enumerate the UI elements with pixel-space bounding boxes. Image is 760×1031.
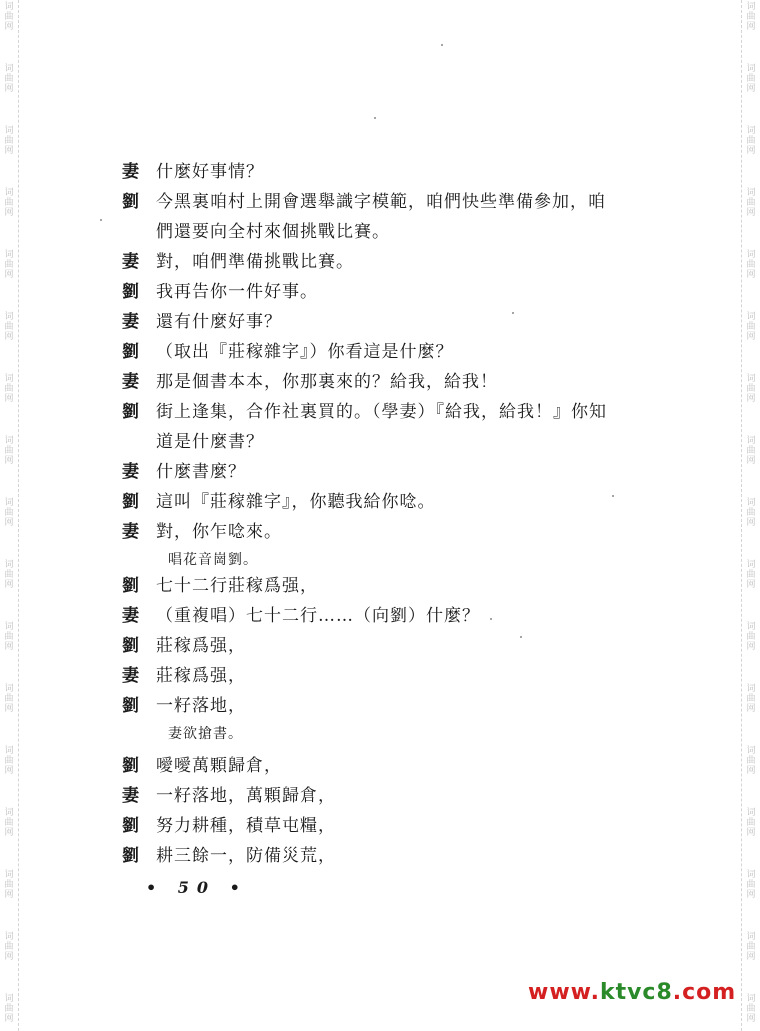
- print-speck: [490, 618, 492, 620]
- watermark-stamp: 词曲网: [4, 870, 14, 900]
- speaker-label: 劉: [122, 816, 139, 836]
- speaker-label: 劉: [122, 696, 139, 716]
- dialogue-text: （重複唱）七十二行……（向劉）什麼？: [156, 606, 480, 626]
- watermark-stamp: 词曲网: [4, 188, 14, 218]
- dialogue-text: 這叫『莊稼雜字』，你聽我給你唸。: [156, 492, 436, 512]
- dialogue-text: 努力耕種，積草屯糧，: [156, 816, 336, 836]
- speaker-label: 妻: [122, 162, 139, 182]
- dialogue-text: 噯噯萬顆歸倉，: [156, 756, 282, 776]
- watermark-stamp: 词曲网: [4, 436, 14, 466]
- dialogue-line: [122, 782, 622, 810]
- watermark-stamp: 词曲网: [746, 374, 756, 404]
- dialogue-line: [122, 692, 622, 720]
- site-suffix: .com: [672, 980, 737, 1005]
- speaker-label: 劉: [122, 492, 139, 512]
- site-prefix: www.: [528, 980, 600, 1005]
- dialogue-text: 一籽落地，萬顆歸倉，: [156, 786, 336, 806]
- speaker-label: 妻: [122, 462, 139, 482]
- print-speck: [520, 636, 522, 638]
- watermark-stamp: 词曲网: [746, 808, 756, 838]
- speaker-label: 妻: [122, 666, 139, 686]
- dialogue-text: 一籽落地，: [156, 696, 246, 716]
- watermark-stamp: 词曲网: [4, 808, 14, 838]
- watermark-stamp: 词曲网: [746, 188, 756, 218]
- watermark-stamp: 词曲网: [4, 684, 14, 714]
- page-number: • 50 •: [146, 878, 248, 897]
- print-speck: [100, 219, 102, 221]
- dialogue-line: [122, 842, 622, 870]
- dialogue-line: [122, 752, 622, 780]
- site-watermark[interactable]: [528, 980, 736, 1005]
- print-speck: [512, 312, 514, 314]
- dialogue-line: [122, 278, 622, 306]
- dialogue-text: 什麼書麼？: [156, 462, 246, 482]
- watermark-stamp: 词曲网: [4, 746, 14, 776]
- dialogue-line: [122, 602, 622, 630]
- watermark-stamp: 词曲网: [746, 622, 756, 652]
- dialogue-text: 街上逢集，合作社裏買的。（學妻）『給我，給我！』你知: [156, 402, 607, 422]
- dialogue-line: [122, 308, 622, 336]
- watermark-stamp: 词曲网: [4, 560, 14, 590]
- watermark-stamp: 词曲网: [4, 126, 14, 156]
- watermark-stamp: 词曲网: [746, 250, 756, 280]
- dialogue-continuation: 們還要向全村來個挑戰比賽。: [156, 222, 390, 242]
- dialogue-text: 七十二行莊稼爲强，: [156, 576, 318, 596]
- speaker-label: 妻: [122, 522, 139, 542]
- watermark-stamp: 词曲网: [4, 374, 14, 404]
- dialogue-line: [122, 812, 622, 840]
- dialogue-text: 我再告你一件好事。: [156, 282, 318, 302]
- speaker-label: 劉: [122, 342, 139, 362]
- dialogue-line: [122, 632, 622, 660]
- speaker-label: 劉: [122, 576, 139, 596]
- watermark-stamp: 词曲网: [746, 746, 756, 776]
- dialogue-line: [122, 368, 622, 396]
- dialogue-line: [122, 572, 622, 600]
- site-accent: ktvc8: [599, 980, 673, 1005]
- dialogue-line: [122, 662, 622, 690]
- watermark-stamp: 词曲网: [4, 64, 14, 94]
- watermark-stamp: 词曲网: [746, 498, 756, 528]
- watermark-stamp: 词曲网: [746, 436, 756, 466]
- dialogue-continuation: 道是什麼書？: [156, 432, 264, 452]
- watermark-stamp: 词曲网: [4, 2, 14, 32]
- dialogue-line: [122, 398, 622, 426]
- speaker-label: 妻: [122, 786, 139, 806]
- dialogue-text: 那是個書本本，你那裏來的？給我，給我！: [156, 372, 498, 392]
- speaker-label: 劉: [122, 756, 139, 776]
- speaker-label: 妻: [122, 372, 139, 392]
- watermark-stamp: 词曲网: [746, 560, 756, 590]
- watermark-stamp: 词曲网: [4, 622, 14, 652]
- dialogue-text: （取出『莊稼雜字』）你看這是什麼？: [156, 342, 454, 362]
- speaker-label: 劉: [122, 636, 139, 656]
- dialogue-text: 對，咱們準備挑戰比賽。: [156, 252, 354, 272]
- watermark-stamp: 词曲网: [4, 312, 14, 342]
- dialogue-line: [122, 518, 622, 546]
- speaker-label: 妻: [122, 252, 139, 272]
- watermark-stamp: 词曲网: [4, 498, 14, 528]
- dialogue-text: 莊稼爲强，: [156, 636, 246, 656]
- watermark-stamp: 词曲网: [746, 994, 756, 1024]
- watermark-stamp: 词曲网: [746, 870, 756, 900]
- speaker-label: 劉: [122, 402, 139, 422]
- speaker-label: 妻: [122, 312, 139, 332]
- speaker-label: 劉: [122, 192, 139, 212]
- dialogue-text: 今黑裏咱村上開會選舉識字模範，咱們快些準備參加，咱: [156, 192, 606, 212]
- dialogue-line: [122, 158, 622, 186]
- dialogue-line: [122, 488, 622, 516]
- dialogue-text: 對，你乍唸來。: [156, 522, 282, 542]
- watermark-stamp: 词曲网: [746, 64, 756, 94]
- speaker-label: 劉: [122, 282, 139, 302]
- print-speck: [441, 44, 443, 46]
- watermark-stamp: 词曲网: [746, 126, 756, 156]
- speaker-label: 妻: [122, 606, 139, 626]
- dialogue-text: 耕三餘一，防備災荒，: [156, 846, 336, 866]
- dialogue-line: [122, 248, 622, 276]
- watermark-stamp: 词曲网: [4, 932, 14, 962]
- stage-direction: 妻欲搶書。: [168, 726, 243, 742]
- print-speck: [612, 495, 614, 497]
- dialogue-line: [122, 338, 622, 366]
- speaker-label: 劉: [122, 846, 139, 866]
- dialogue-text: 什麼好事情？: [156, 162, 264, 182]
- dialogue-line: [122, 458, 622, 486]
- watermark-stamp: 词曲网: [4, 250, 14, 280]
- print-speck: [374, 117, 376, 119]
- dialogue-line: [122, 188, 622, 216]
- watermark-stamp: 词曲网: [746, 312, 756, 342]
- stage-direction: 唱花音崗劉。: [168, 552, 258, 568]
- watermark-stamp: 词曲网: [746, 932, 756, 962]
- watermark-stamp: 词曲网: [4, 994, 14, 1024]
- watermark-stamp: 词曲网: [746, 2, 756, 32]
- dialogue-text: 還有什麼好事？: [156, 312, 282, 332]
- watermark-stamp: 词曲网: [746, 684, 756, 714]
- dialogue-text: 莊稼爲强，: [156, 666, 246, 686]
